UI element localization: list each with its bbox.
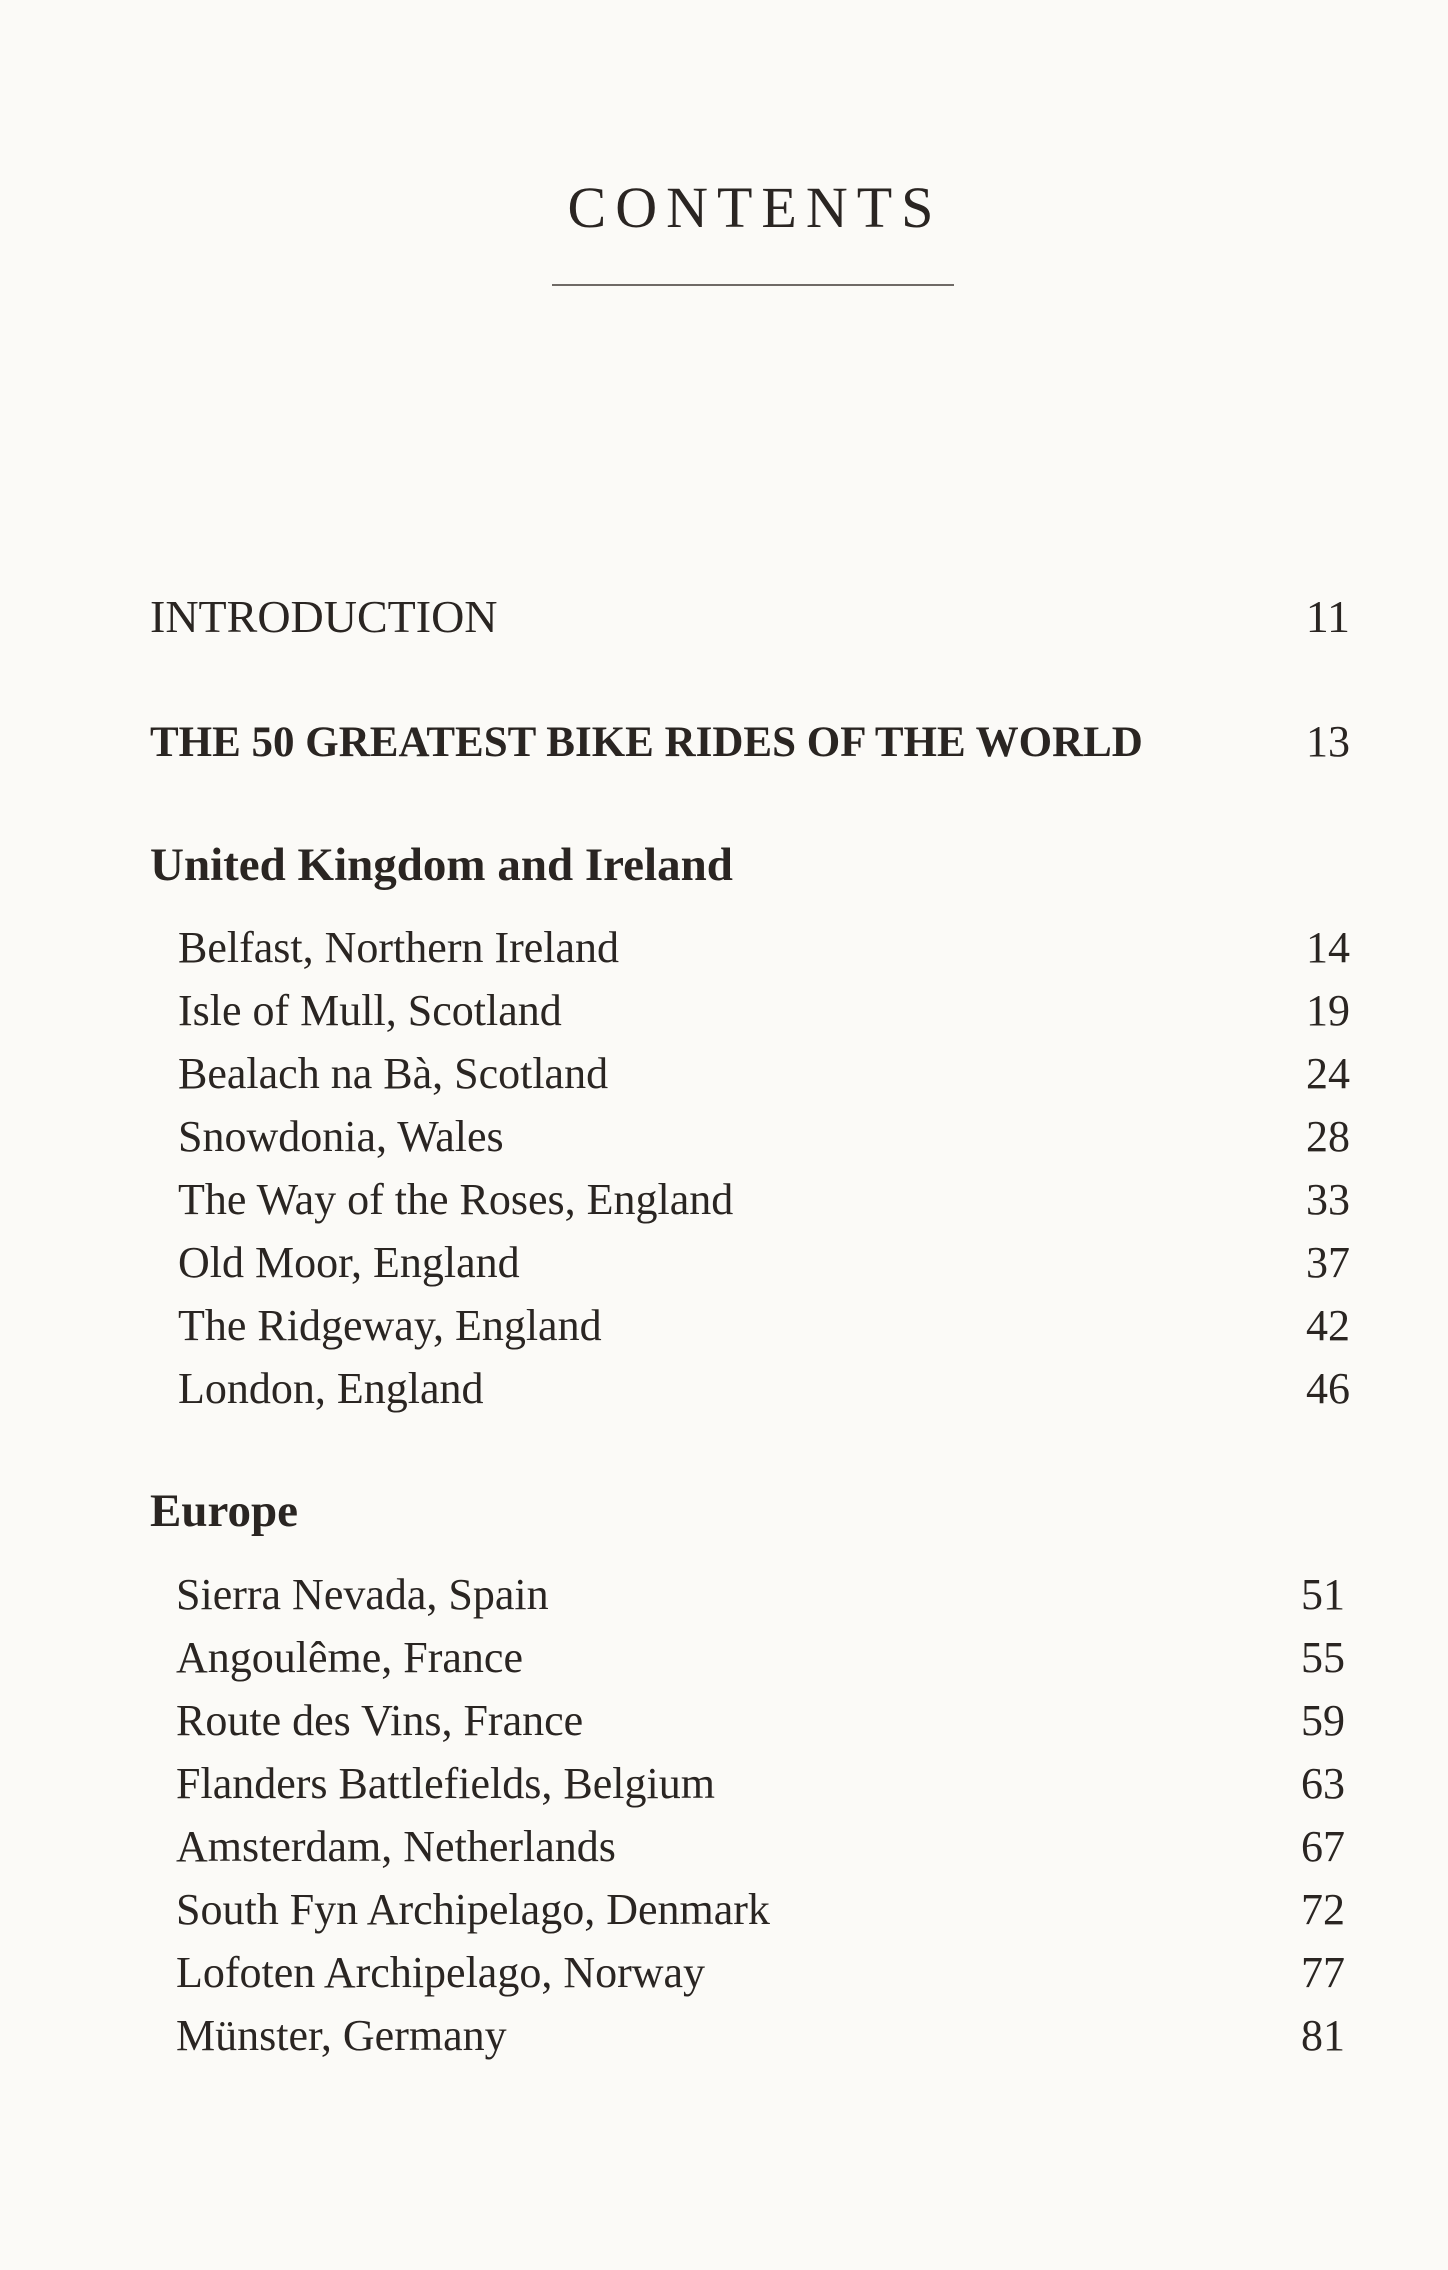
toc-entry[interactable] bbox=[178, 922, 1350, 973]
toc-entry-label: Sierra Nevada, Spain bbox=[176, 1570, 549, 1619]
toc-entry-page: 51 bbox=[1301, 1570, 1345, 1619]
toc-entry[interactable] bbox=[178, 1237, 1350, 1288]
toc-entry-page: 59 bbox=[1301, 1696, 1345, 1745]
toc-entry-label: Amsterdam, Netherlands bbox=[176, 1822, 616, 1871]
toc-entry-greatest-rides[interactable] bbox=[150, 716, 1350, 767]
toc-entry-label: THE 50 GREATEST BIKE RIDES OF THE WORLD bbox=[150, 719, 1143, 766]
toc-entry-page: 19 bbox=[1306, 986, 1350, 1035]
toc-entry-label: Bealach na Bà, Scotland bbox=[178, 1049, 609, 1098]
toc-entry[interactable] bbox=[176, 1569, 1345, 1620]
toc-entry-page: 28 bbox=[1306, 1112, 1350, 1161]
section-heading: United Kingdom and Ireland bbox=[150, 839, 733, 891]
toc-entry-label: London, England bbox=[178, 1364, 484, 1413]
toc-entry-page: 37 bbox=[1306, 1238, 1350, 1287]
toc-entry[interactable] bbox=[178, 1363, 1350, 1414]
toc-entry-label: Belfast, Northern Ireland bbox=[178, 923, 620, 972]
toc-entry-page: 77 bbox=[1301, 1948, 1345, 1997]
toc-entry-page: 11 bbox=[1305, 591, 1350, 642]
toc-entry[interactable] bbox=[176, 2010, 1345, 2061]
toc-entry-introduction[interactable] bbox=[150, 590, 1350, 643]
toc-entry[interactable] bbox=[176, 1821, 1345, 1872]
toc-entry-page: 81 bbox=[1301, 2011, 1345, 2060]
toc-entry[interactable] bbox=[178, 985, 1350, 1036]
toc-entry-label: The Way of the Roses, England bbox=[178, 1175, 734, 1224]
toc-entry-label: Isle of Mull, Scotland bbox=[178, 986, 562, 1035]
section-heading: Europe bbox=[150, 1485, 298, 1537]
toc-entry-label: Snowdonia, Wales bbox=[178, 1112, 504, 1161]
toc-entry-label: Route des Vins, France bbox=[176, 1696, 584, 1745]
toc-entry[interactable] bbox=[176, 1758, 1345, 1809]
toc-entry[interactable] bbox=[178, 1048, 1350, 1099]
toc-entry-page: 13 bbox=[1306, 717, 1350, 766]
toc-entry-page: 24 bbox=[1306, 1049, 1350, 1098]
toc-entry-page: 33 bbox=[1306, 1175, 1350, 1224]
toc-entry-page: 42 bbox=[1306, 1301, 1350, 1350]
toc-entry-label: Old Moor, England bbox=[178, 1238, 520, 1287]
toc-entry-label: South Fyn Archipelago, Denmark bbox=[176, 1885, 770, 1934]
toc-entry[interactable] bbox=[178, 1174, 1350, 1225]
toc-entry[interactable] bbox=[178, 1111, 1350, 1162]
toc-entry-page: 72 bbox=[1301, 1885, 1345, 1934]
toc-entry-label: Münster, Germany bbox=[176, 2011, 507, 2060]
title-divider bbox=[552, 284, 954, 286]
toc-entry-label: INTRODUCTION bbox=[150, 591, 498, 642]
toc-entry-page: 67 bbox=[1301, 1822, 1345, 1871]
toc-entry-label: Angoulême, France bbox=[176, 1633, 523, 1682]
toc-entry[interactable] bbox=[178, 1300, 1350, 1351]
toc-entry-page: 46 bbox=[1306, 1364, 1350, 1413]
toc-entry-page: 63 bbox=[1301, 1759, 1345, 1808]
toc-entry-label: Lofoten Archipelago, Norway bbox=[176, 1948, 706, 1997]
toc-entry[interactable] bbox=[176, 1947, 1345, 1998]
toc-entry-page: 14 bbox=[1306, 923, 1350, 972]
page-title: CONTENTS bbox=[567, 175, 943, 240]
toc-entry-label: The Ridgeway, England bbox=[178, 1301, 602, 1350]
toc-entry-page: 55 bbox=[1301, 1633, 1345, 1682]
toc-entry[interactable] bbox=[176, 1695, 1345, 1746]
toc-entry[interactable] bbox=[176, 1632, 1345, 1683]
toc-entry[interactable] bbox=[176, 1884, 1345, 1935]
toc-entry-label: Flanders Battlefields, Belgium bbox=[176, 1759, 715, 1808]
